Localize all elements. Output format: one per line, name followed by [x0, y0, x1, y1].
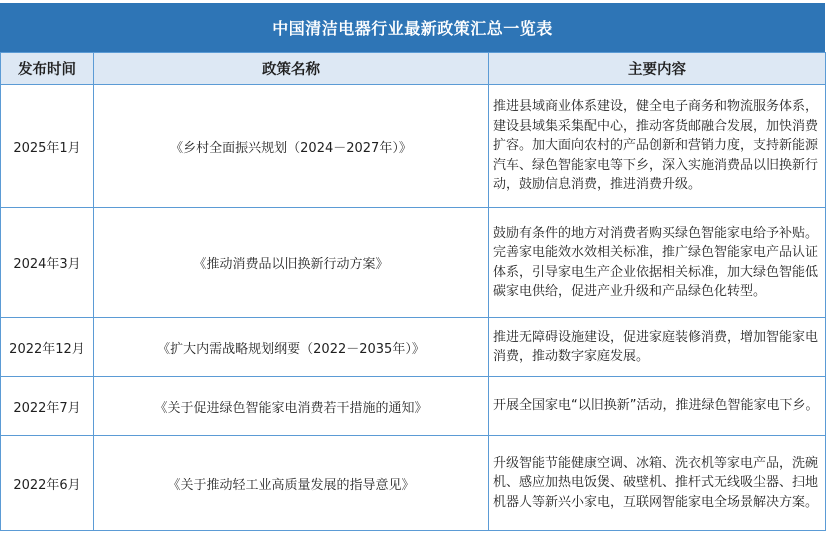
header-date: 发布时间: [1, 53, 94, 85]
table-row: [1, 318, 826, 377]
row-policy-name: 《推动消费品以旧换新行动方案》: [94, 208, 489, 318]
header-main-content: 主要内容: [489, 53, 826, 85]
row-date: 2024年3月: [1, 208, 94, 318]
row-content: 升级智能节能健康空调、冰箱、洗衣机等家电产品，洗碗机、感应加热电饭煲、破壁机、推杆式无线吸尘器、扫地机器人等新兴小家电，互联网智能家电全场景解决方案。: [489, 436, 826, 531]
row-date: 2022年6月: [1, 436, 94, 531]
row-content: 推进县域商业体系建设，健全电子商务和物流服务体系，建设县域集采集配中心，推动客货邮融合发展，加快消费扩容。加大面向农村的产品创新和营销力度，支持新能源汽车、绿色智能家电等下乡，深入实施消费品以旧换新行动，鼓励信息消费，推进消费升级。: [489, 85, 826, 208]
header-row: [1, 53, 826, 85]
table-title: 中国清洁电器行业最新政策汇总一览表: [0, 3, 825, 52]
policy-table: [0, 52, 826, 531]
row-date: 2022年12月: [1, 318, 94, 377]
row-policy-name: 《关于促进绿色智能家电消费若干措施的通知》: [94, 377, 489, 436]
row-date: 2022年7月: [1, 377, 94, 436]
table-row: [1, 208, 826, 318]
header-policy-name: 政策名称: [94, 53, 489, 85]
row-policy-name: 《扩大内需战略规划纲要（2022－2035年）》: [94, 318, 489, 377]
row-content: 鼓励有条件的地方对消费者购买绿色智能家电给予补贴。完善家电能效水效相关标准，推广绿色智能家电产品认证体系，引导家电生产企业依据相关标准，加大绿色智能低碳家电供给，促进产业升级和产品绿色化转型。: [489, 208, 826, 318]
row-policy-name: 《关于推动轻工业高质量发展的指导意见》: [94, 436, 489, 531]
table-row: [1, 85, 826, 208]
row-policy-name: 《乡村全面振兴规划（2024－2027年）》: [94, 85, 489, 208]
row-date: 2025年1月: [1, 85, 94, 208]
table-row: [1, 377, 826, 436]
row-content: 推进无障碍设施建设，促进家庭装修消费，增加智能家电消费，推动数字家庭发展。: [489, 318, 826, 377]
table-row: [1, 436, 826, 531]
row-content: 开展全国家电“以旧换新”活动，推进绿色智能家电下乡。: [489, 377, 826, 436]
